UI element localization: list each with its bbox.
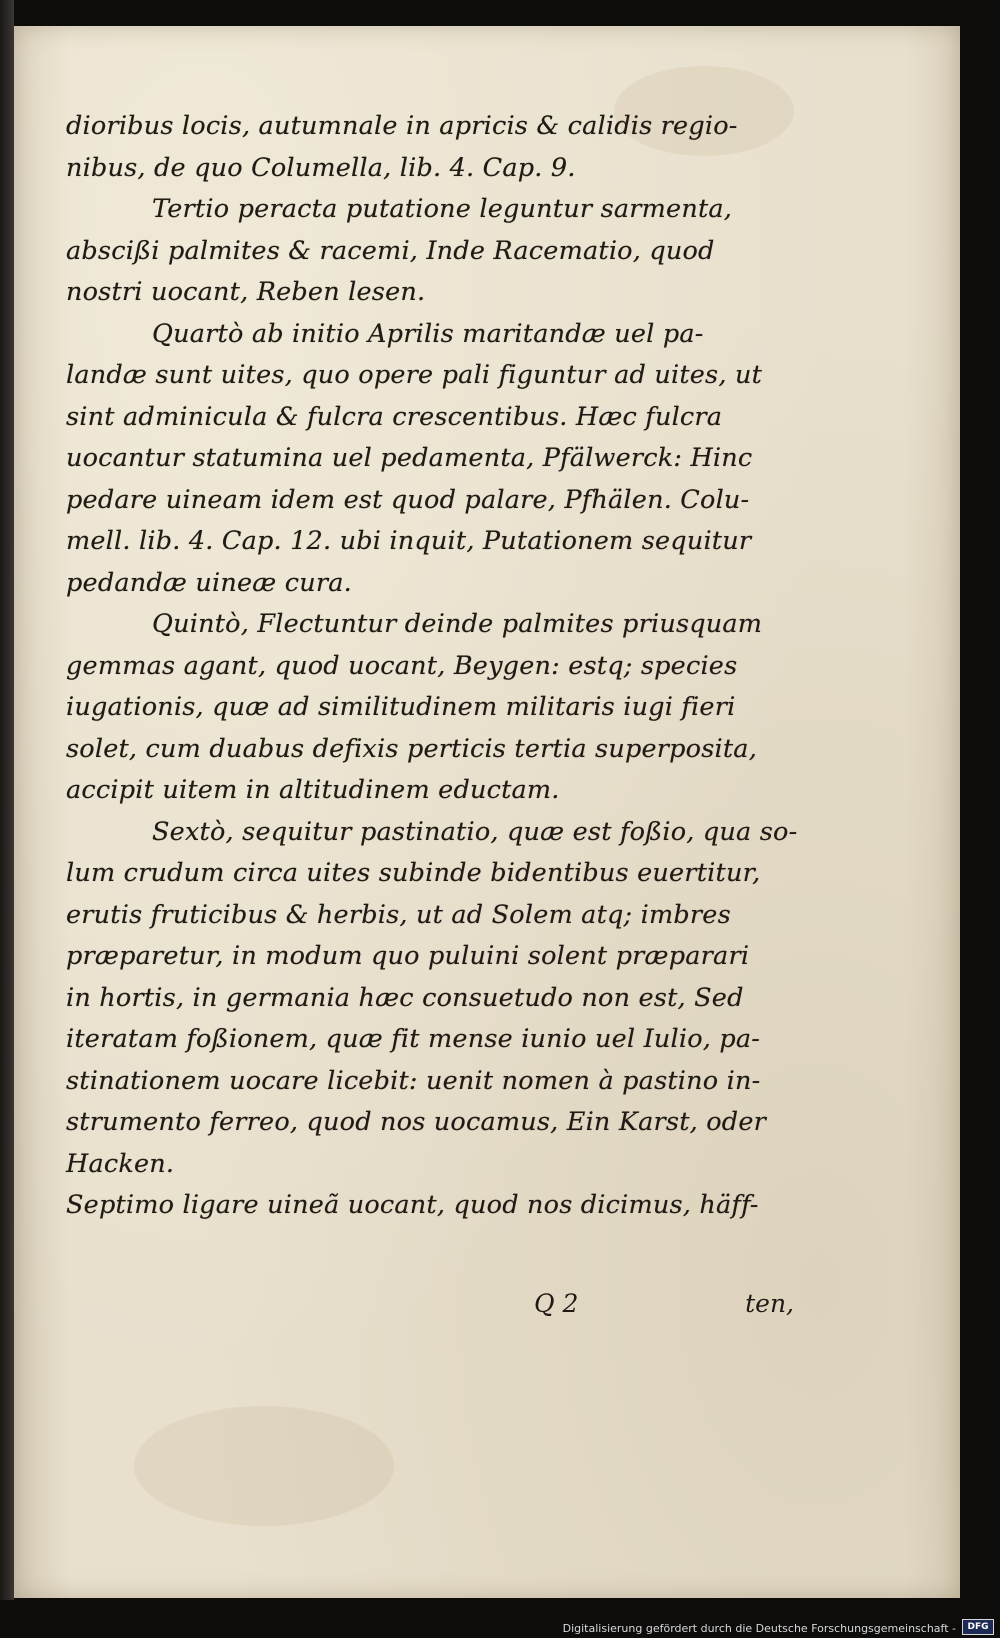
text-line: erutis fruticibus & herbis, ut ad Solem atq; imbres xyxy=(66,899,731,930)
text-line: pedare uineam idem est quod palare, Pfhälen. Colu- xyxy=(66,484,750,515)
text-line: accipit uitem in altitudinem eductam. xyxy=(66,775,560,805)
footer-credit: Digitalisierung gefördert durch die Deutsche Forschungsgemeinschaft - xyxy=(562,1622,956,1635)
text-line: nostri uocant, Reben lesen. xyxy=(66,277,426,307)
text-line: nibus, de quo Columella, lib. 4. Cap. 9. xyxy=(66,152,576,183)
text-line: Sextò, sequitur pastinatio, quæ est foßio, qua so- xyxy=(152,816,798,847)
paper-stain xyxy=(134,1406,394,1526)
text-line: iteratam foßionem, quæ fit mense iunio uel Iulio, pa- xyxy=(66,1024,761,1054)
text-line: Tertio peracta putatione leguntur sarmenta, xyxy=(152,194,733,224)
text-line: landæ sunt uites, quo opere pali figuntur ad uites, ut xyxy=(66,360,763,390)
digitization-footer xyxy=(0,1616,1000,1638)
text-line: præparetur, in modum quo puluini solent præparari xyxy=(66,941,750,971)
book-edge xyxy=(0,0,14,1600)
signature-mark: Q 2 xyxy=(534,1289,579,1318)
text-line: solet, cum duabus defixis perticis tertia superposita, xyxy=(66,733,758,764)
text-line: sint adminicula & fulcra crescentibus. Hæc fulcra xyxy=(66,401,723,432)
text-line: abscißi palmites & racemi, Inde Racematio, quod xyxy=(66,235,715,266)
text-line: pedandæ uineæ cura. xyxy=(66,567,352,598)
dfg-logo: DFG xyxy=(962,1619,994,1635)
text-line: gemmas agant, quod uocant, Beygen: estq; species xyxy=(66,650,738,681)
book-page xyxy=(14,26,960,1598)
text-line: Quintò, Flectuntur deinde palmites priusquam xyxy=(152,609,763,639)
text-line: uocantur statumina uel pedamenta, Pfälwerck: Hinc xyxy=(66,443,753,473)
text-line: dioribus locis, autumnale in apricis & calidis regio- xyxy=(66,111,738,141)
text-line: Septimo ligare uineã uocant, quod nos dicimus, häff- xyxy=(66,1190,759,1220)
text-line: lum crudum circa uites subinde bidentibus euertitur, xyxy=(66,858,761,888)
text-line: mell. lib. 4. Cap. 12. ubi inquit, Putationem sequitur xyxy=(66,526,752,556)
text-line: Hacken. xyxy=(66,1148,175,1179)
text-line: stinationem uocare licebit: uenit nomen à pastino in- xyxy=(66,1065,761,1096)
text-line: strumento ferreo, quod nos uocamus, Ein Karst, oder xyxy=(66,1107,767,1137)
page-text-block xyxy=(66,106,826,1227)
text-line: Quartò ab initio Aprilis maritandæ uel pa- xyxy=(152,318,704,349)
text-line: iugationis, quæ ad similitudinem militaris iugi fieri xyxy=(66,692,736,722)
text-line: in hortis, in germania hæc consuetudo non est, Sed xyxy=(66,982,744,1013)
page-footer-marks xyxy=(534,1289,794,1333)
catchword: ten, xyxy=(745,1289,794,1318)
